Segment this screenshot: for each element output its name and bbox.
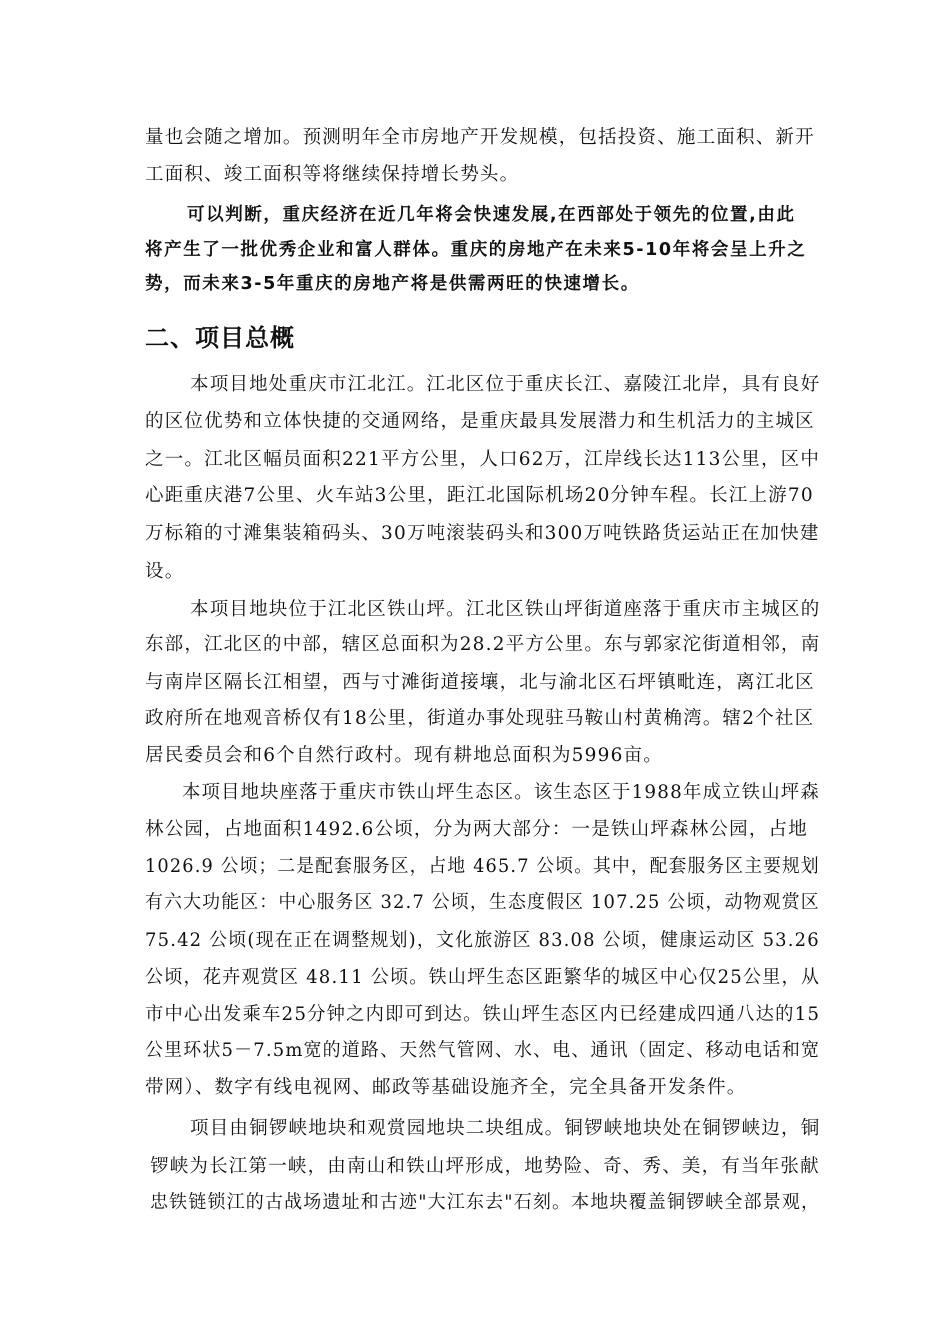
paragraph-line: 工面积、竣工面积等将继续保持增长势头。 bbox=[145, 164, 520, 185]
paragraph-line: 量也会随之增加。预测明年全市房地产开发规模，包括投资、施工面积、新开 bbox=[145, 127, 815, 148]
paragraph-line: 锣峡为长江第一峡，由南山和铁山坪形成，地势险、奇、秀、美，有当年张献 bbox=[150, 1156, 820, 1177]
paragraph-line: 有六大功能区：中心服务区 32.7 公顷，生态度假区 107.25 公顷，动物观赏区 bbox=[145, 892, 820, 913]
paragraph-line: 势，而未来3-5年重庆的房地产将是供需两旺的快速增长。 bbox=[145, 274, 640, 294]
paragraph-line: 的区位优势和立体快捷的交通网络，是重庆最具发展潜力和生机活力的主城区 bbox=[145, 411, 815, 432]
paragraph-line: 本项目地处重庆市江北江。江北区位于重庆长江、嘉陵江北岸，具有良好 bbox=[190, 374, 821, 395]
paragraph-line: 东部，江北区的中部，辖区总面积为28.2平方公里。东与郭家沱街道相邻，南 bbox=[145, 634, 821, 655]
paragraph-line: 本项目地块位于江北区铁山坪。江北区铁山坪街道座落于重庆市主城区的 bbox=[190, 599, 821, 620]
paragraph-line: 林公园，占地面积1492.6公顷，分为两大部分：一是铁山坪森林公园，占地 bbox=[145, 819, 808, 840]
paragraph-line: 将产生了一批优秀企业和富人群体。重庆的房地产在未来5-10年将会呈上升之 bbox=[145, 240, 807, 260]
paragraph-line: 市中心出发乘车25分钟之内即可到达。铁山坪生态区内已经建成四通八达的15 bbox=[145, 1004, 821, 1025]
paragraph-line: 75.42 公顷(现在正在调整规划)，文化旅游区 83.08 公顷，健康运动区 53.26 bbox=[145, 930, 820, 951]
paragraph-line: 公里环状5－7.5m宽的道路、天然气管网、水、电、通讯（固定、移动电话和宽 bbox=[145, 1040, 821, 1061]
paragraph-line: 居民委员会和6个自然行政村。现有耕地总面积为5996亩。 bbox=[145, 745, 663, 766]
paragraph-line: 与南岸区隔长江相望，西与寸滩街道接壤，北与渝北区石坪镇毗连，离江北区 bbox=[145, 672, 815, 693]
paragraph-line: 可以判断，重庆经济在近几年将会快速发展,在西部处于领先的位置,由此 bbox=[187, 205, 796, 225]
paragraph-line: 心距重庆港7公里、火车站3公里，距江北国际机场20分钟车程。长江上游70 bbox=[145, 485, 814, 506]
paragraph-line: 设。 bbox=[145, 561, 185, 582]
paragraph-line: 带网）、数字有线电视网、邮政等基础设施齐全，完全具备开发条件。 bbox=[145, 1077, 747, 1098]
paragraph-line: 公顷，花卉观赏区 48.11 公顷。铁山坪生态区距繁华的城区中心仅25公里，从 bbox=[145, 967, 821, 988]
paragraph-line: 万标箱的寸滩集装箱码头、30万吨滚装码头和300万吨铁路货运站正在加快建 bbox=[145, 523, 820, 544]
paragraph-line: 本项目地块座落于重庆市铁山坪生态区。该生态区于1988年成立铁山坪森 bbox=[182, 782, 820, 803]
section-heading: 二、项目总概 bbox=[145, 324, 295, 352]
paragraph-line: 之一。江北区幅员面积221平方公里，人口62万，江岸线长达113公里，区中 bbox=[145, 449, 821, 470]
paragraph-line: 忠铁链锁江的古战场遗址和古迹"大江东去"石刻。本地块覆盖铜锣峡全部景观， bbox=[150, 1192, 821, 1213]
paragraph-line: 1026.9 公顷；二是配套服务区，占地 465.7 公顷。其中，配套服务区主要规划 bbox=[145, 856, 820, 877]
paragraph-line: 政府所在地观音桥仅有18公里，街道办事处现驻马鞍山村黄桷湾。辖2个社区 bbox=[145, 708, 815, 729]
paragraph-line: 项目由铜锣峡地块和观赏园地块二块组成。铜锣峡地块处在铜锣峡边，铜 bbox=[190, 1118, 821, 1139]
